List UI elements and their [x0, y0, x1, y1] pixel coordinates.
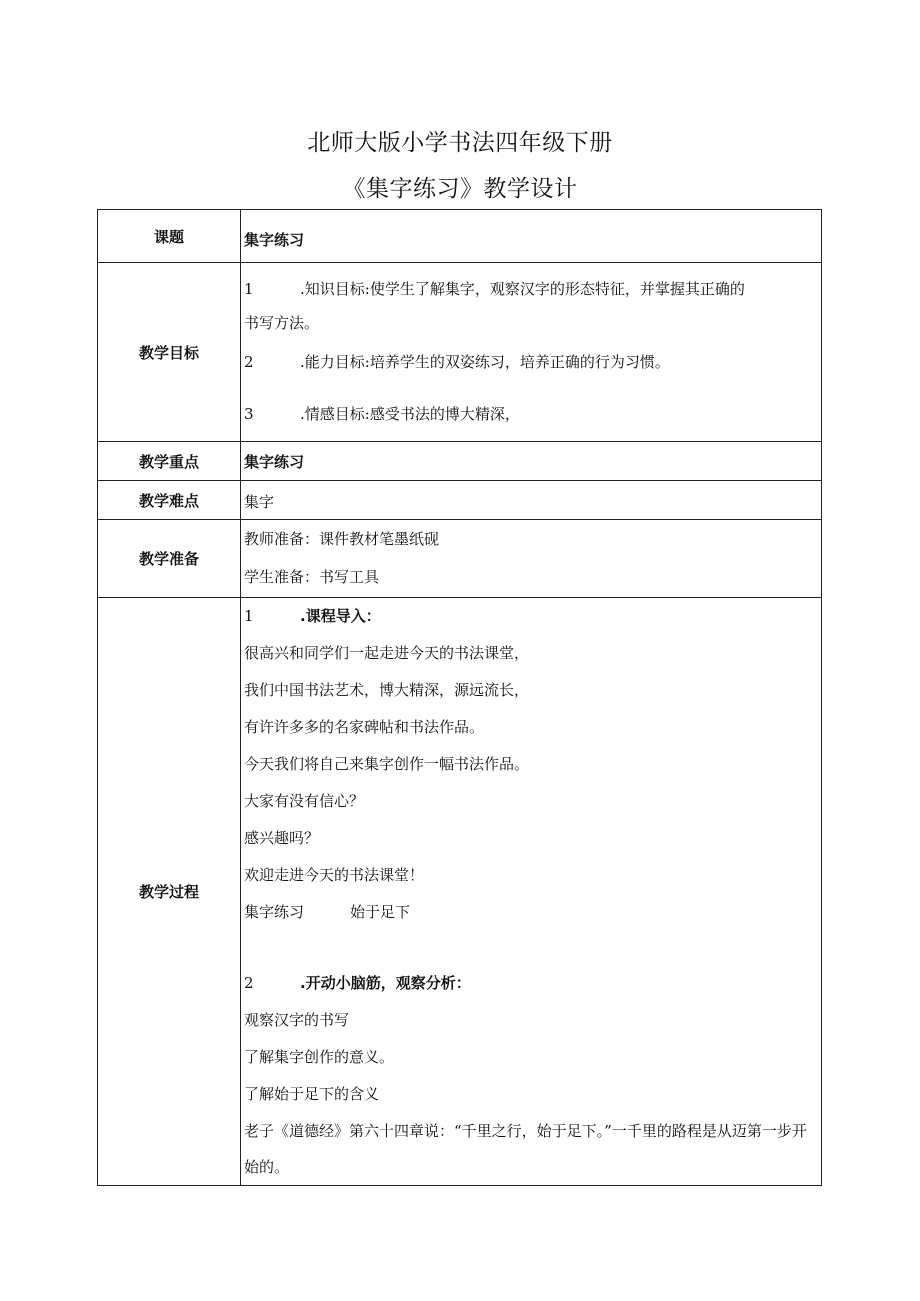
document-subtitle: 《集字练习》教学设计 — [342, 176, 578, 202]
observe-line: 了解集字创作的意义。 — [244, 1048, 395, 1066]
lesson-plan-table — [97, 209, 822, 1186]
table-row-topic — [98, 210, 822, 263]
student-preparation: 学生准备：书写工具 — [244, 568, 380, 586]
table-row-preparation — [98, 520, 822, 598]
practice-line: 集字练习 始于足下 — [244, 903, 411, 921]
goal-item: 3 .情感目标:感受书法的博大精深， — [244, 405, 520, 423]
quote-paragraph: 老子《道德经》第六十四章说：“千里之行，始于足下。”一千里的路程是从迈第一步开始的。 — [244, 1122, 807, 1176]
goals-label: 教学目标 — [98, 263, 241, 442]
table-row-goals — [98, 263, 822, 442]
process-content — [241, 598, 822, 1186]
intro-line: 感兴趣吗？ — [244, 829, 320, 847]
preparation-content — [241, 520, 822, 598]
key-point-value: 集字练习 — [244, 453, 305, 471]
intro-line: 我们中国书法艺术，博大精深，源远流长， — [244, 681, 530, 699]
table-row-process — [98, 598, 822, 1186]
section-heading: 2 .开动小脑筋，观察分析： — [244, 974, 471, 992]
goal-item: 1 .知识目标:使学生了解集字，观察汉字的形态特征，并掌握其正确的 — [244, 280, 745, 298]
preparation-label: 教学准备 — [98, 520, 241, 598]
document-title: 北师大版小学书法四年级下册 — [307, 130, 613, 156]
teacher-preparation: 教师准备：课件教材笔墨纸砚 — [244, 530, 440, 548]
goal-item: 2 .能力目标:培养学生的双姿练习，培养正确的行为习惯。 — [244, 353, 670, 371]
topic-value: 集字练习 — [244, 231, 305, 249]
observe-line: 了解始于足下的含义 — [244, 1085, 380, 1103]
intro-line: 很高兴和同学们一起走进今天的书法课堂， — [244, 644, 530, 662]
difficulty-value: 集字 — [244, 493, 275, 511]
intro-line: 大家有没有信心？ — [244, 792, 365, 810]
intro-line: 今天我们将自己来集字创作一幅书法作品。 — [244, 755, 530, 773]
intro-line: 欢迎走进今天的书法课堂！ — [244, 866, 425, 884]
key-point-label: 教学重点 — [98, 442, 241, 481]
intro-line: 有许许多多的名家碑帖和书法作品。 — [244, 718, 485, 736]
section-heading: 1 .课程导入： — [244, 607, 381, 625]
goals-content — [241, 263, 822, 442]
observe-line: 观察汉字的书写 — [244, 1011, 350, 1029]
difficulty-label: 教学难点 — [98, 481, 241, 520]
topic-label: 课题 — [98, 210, 241, 263]
goal-item-continuation: 书写方法。 — [244, 314, 320, 332]
table-row-key-point — [98, 442, 822, 481]
process-label: 教学过程 — [98, 598, 241, 1186]
table-row-difficulty — [98, 481, 822, 520]
